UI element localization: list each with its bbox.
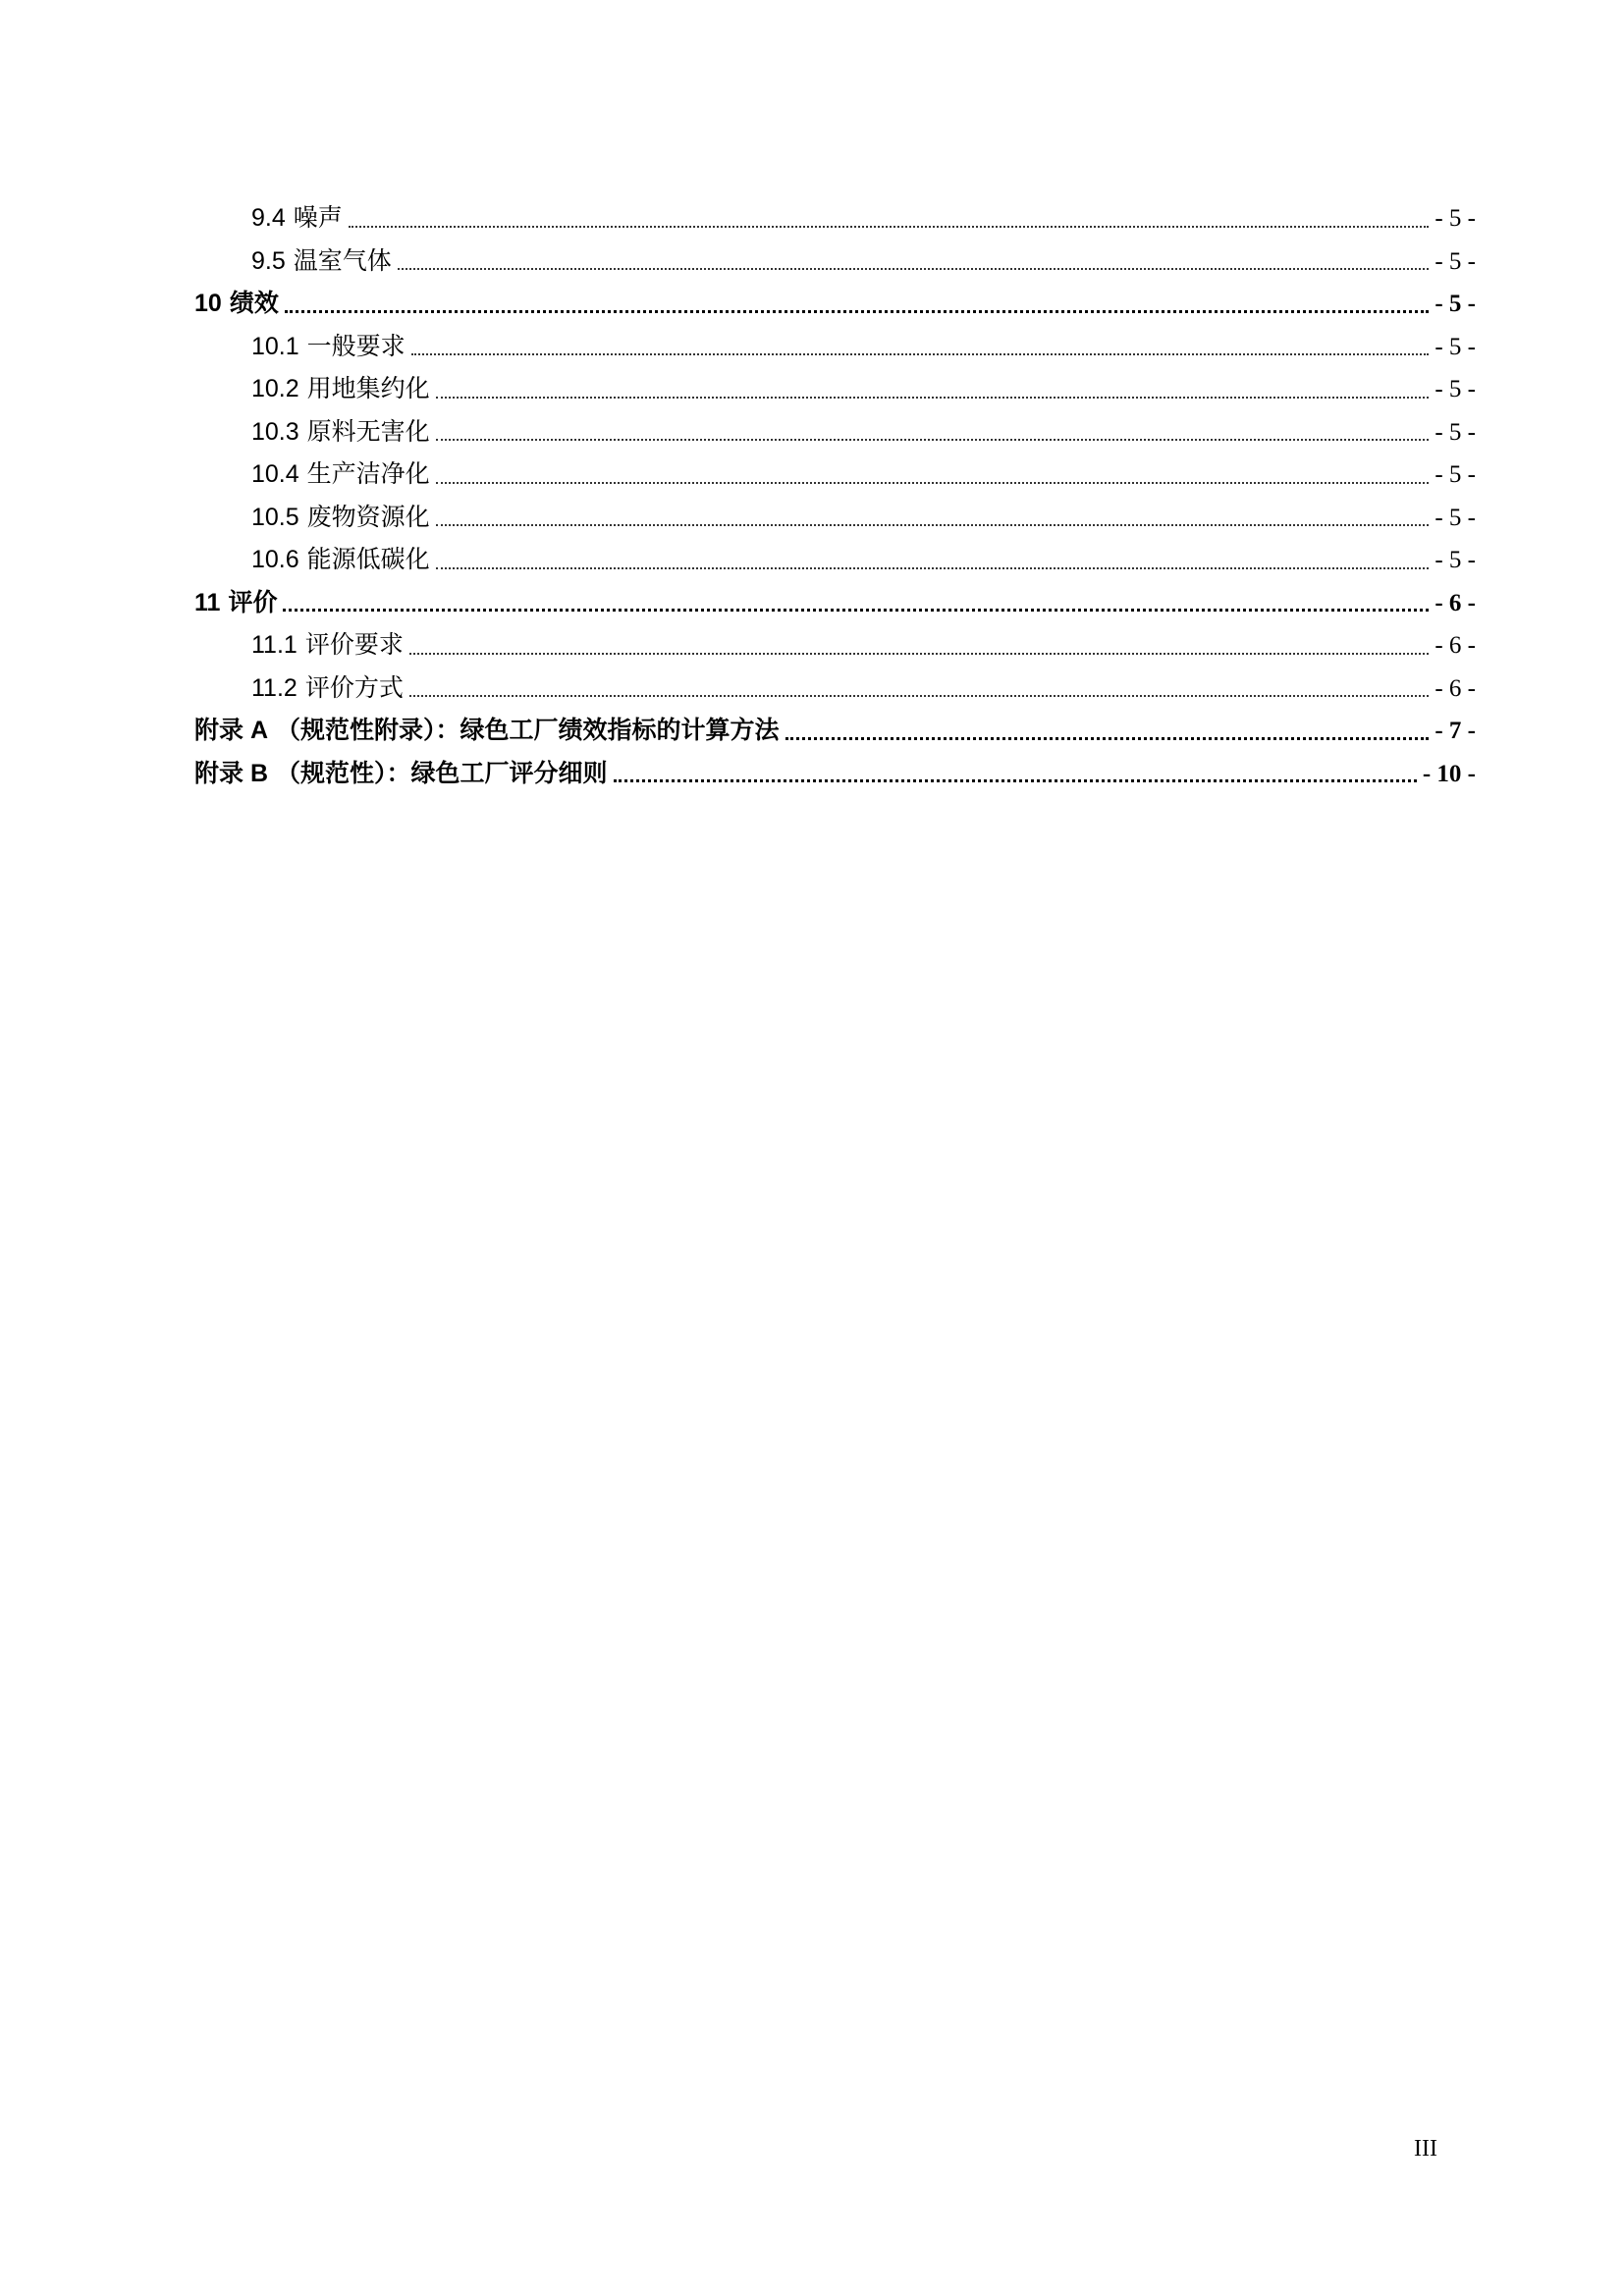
toc-entry-page: - 5 -	[1435, 547, 1476, 573]
toc-entry-title: 评价	[228, 587, 278, 616]
toc-entry-page: - 7 -	[1435, 718, 1476, 744]
dot-leader	[411, 352, 1430, 355]
toc-entry-9-4[interactable]	[194, 196, 1476, 240]
toc-entry-title: 温室气体	[293, 245, 392, 275]
toc-entry-page: - 10 -	[1422, 760, 1476, 787]
toc-entry-number: 11.1	[251, 631, 298, 659]
dot-leader	[436, 438, 1430, 441]
toc-entry-title: （规范性）：绿色工厂评分细则	[276, 758, 608, 787]
dot-leader	[436, 481, 1430, 484]
dot-leader	[409, 694, 1430, 697]
toc-entry-number: 10	[194, 290, 222, 317]
toc-entry-page: - 5 -	[1435, 418, 1476, 446]
toc-entry-title: 噪声	[293, 203, 343, 232]
toc-entry-title: （规范性附录）：绿色工厂绩效指标的计算方法	[276, 716, 780, 744]
toc-entry-number: 10.2	[251, 375, 299, 402]
toc-entry-10-3[interactable]	[194, 410, 1476, 454]
toc-entry-11-1[interactable]	[194, 623, 1476, 667]
table-of-contents	[194, 196, 1476, 794]
toc-entry-page: - 6 -	[1435, 589, 1476, 616]
toc-entry-title: 废物资源化	[306, 502, 430, 531]
toc-entry-10-1[interactable]	[194, 325, 1476, 368]
toc-entry-10-5[interactable]	[194, 496, 1476, 539]
toc-entry-number: 10.4	[251, 460, 299, 488]
toc-entry-number: 10.6	[251, 546, 299, 573]
toc-entry-title: 能源低碳化	[306, 545, 430, 573]
dot-leader	[436, 523, 1430, 526]
toc-entry-title: 原料无害化	[306, 416, 430, 446]
toc-entry-10-4[interactable]	[194, 453, 1476, 496]
toc-entry-10-2[interactable]	[194, 367, 1476, 410]
toc-entry-appendix-a[interactable]	[194, 709, 1476, 752]
toc-entry-10-6[interactable]	[194, 538, 1476, 581]
toc-entry-number: 10.5	[251, 503, 299, 531]
toc-entry-page: - 5 -	[1435, 205, 1476, 232]
toc-entry-page: - 5 -	[1435, 291, 1476, 317]
toc-entry-title: 绩效	[229, 289, 279, 317]
dot-leader	[436, 396, 1430, 399]
toc-entry-page: - 6 -	[1435, 674, 1476, 702]
dot-leader	[285, 309, 1430, 313]
toc-entry-number: 9.4	[251, 204, 286, 232]
toc-entry-number: 10.3	[251, 417, 299, 446]
dot-leader	[398, 267, 1430, 270]
toc-entry-11-2[interactable]	[194, 667, 1476, 710]
toc-entry-title: 生产洁净化	[306, 459, 430, 488]
toc-entry-number: 11	[194, 588, 221, 616]
toc-entry-page: - 5 -	[1435, 247, 1476, 275]
dot-leader	[409, 652, 1430, 655]
toc-entry-title: 评价方式	[304, 672, 404, 702]
toc-entry-number: 10.1	[251, 332, 299, 360]
dot-leader	[436, 566, 1430, 569]
toc-entry-page: - 5 -	[1435, 376, 1476, 402]
toc-entry-page: - 5 -	[1435, 461, 1476, 488]
toc-entry-page: - 5 -	[1435, 333, 1476, 360]
toc-entry-number: 9.5	[251, 246, 286, 275]
toc-entry-number: 附录 A	[194, 717, 269, 744]
dot-leader	[785, 736, 1430, 740]
toc-entry-10[interactable]	[194, 282, 1476, 325]
toc-entry-title: 一般要求	[306, 331, 406, 360]
toc-entry-title: 评价要求	[304, 630, 404, 659]
toc-entry-9-5[interactable]	[194, 240, 1476, 283]
toc-entry-page: - 6 -	[1435, 632, 1476, 659]
dot-leader	[283, 608, 1429, 612]
toc-entry-number: 附录 B	[194, 759, 269, 787]
toc-entry-11[interactable]	[194, 581, 1476, 624]
page-folio: III	[1414, 2136, 1437, 2162]
toc-entry-page: - 5 -	[1435, 504, 1476, 531]
dot-leader	[614, 778, 1417, 782]
toc-entry-title: 用地集约化	[306, 374, 430, 402]
dot-leader	[349, 225, 1430, 228]
toc-entry-number: 11.2	[251, 673, 298, 702]
toc-entry-appendix-b[interactable]	[194, 752, 1476, 795]
